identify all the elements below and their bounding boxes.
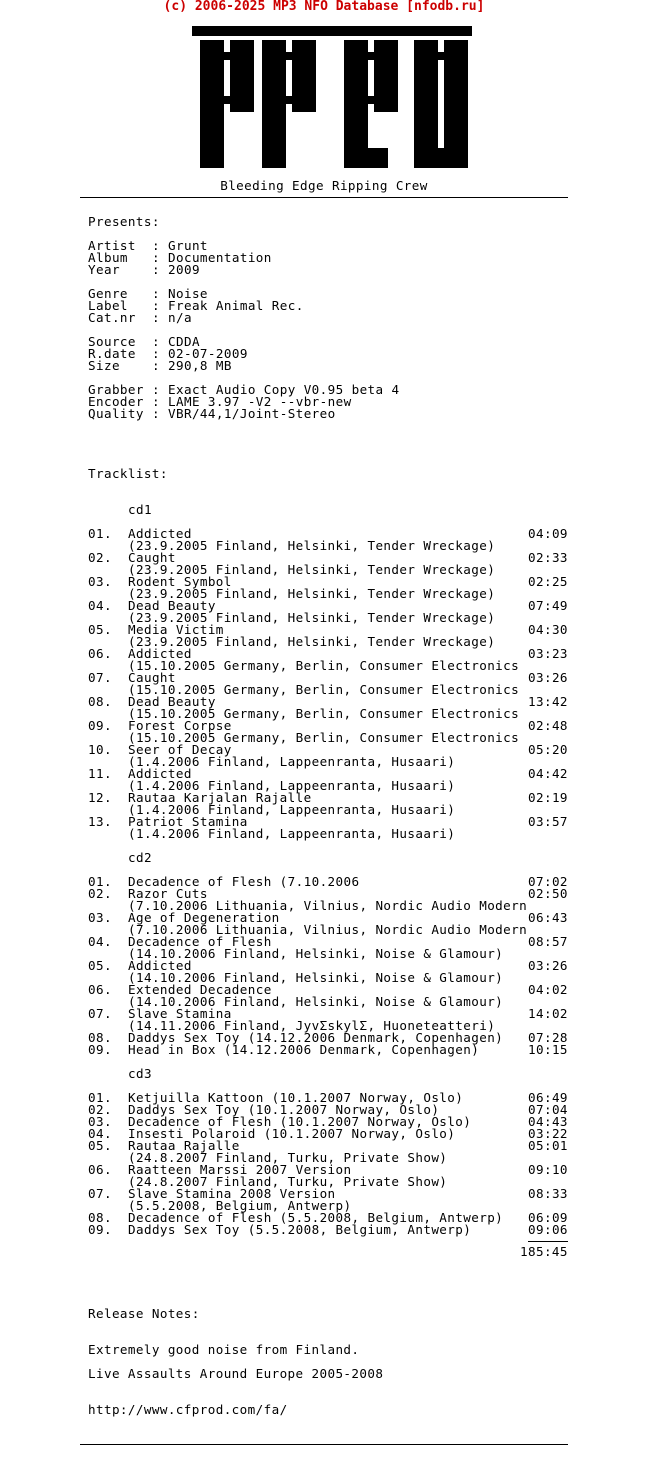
track-details: (15.10.2005 Germany, Berlin, Consumer Electronics [128,706,520,721]
info-value: LAME 3.97 -V2 --vbr-new [168,394,352,409]
track-title: Addicted [128,766,192,781]
track-title: Head in Box (14.12.2006 Denmark, Copenhagen) [128,1042,480,1057]
total-divider [528,1241,568,1242]
track-number: 01. [88,874,112,889]
track-title: Decadence of Flesh [128,934,272,949]
info-value: VBR/44,1/Joint-Stereo [168,406,336,421]
track-number: 01. [88,526,112,541]
info-value: Exact Audio Copy V0.95 beta 4 [168,382,400,397]
info-key: Size [88,358,120,373]
track-number: 09. [88,718,112,733]
info-key: Encoder [88,394,144,409]
track-number: 13. [88,814,112,829]
release-note-2: Live Assaults Around Europe 2005-2008 [88,1366,384,1381]
track-time: 03:26 [528,958,568,973]
track-details: (15.10.2005 Germany, Berlin, Consumer Electronics [128,682,520,697]
track-details: (14.10.2006 Finland, Helsinki, Noise & Glamour) [128,994,504,1009]
track-number: 06. [88,646,112,661]
track-time: 07:02 [528,874,568,889]
track-number: 03. [88,574,112,589]
info-value: 02-07-2009 [168,346,248,361]
cd3-label: cd3 [128,1066,152,1081]
info-value: n/a [168,310,192,325]
track-number: 07. [88,670,112,685]
track-time: 10:15 [528,1042,568,1057]
track-title: Razor Cuts [128,886,208,901]
track-title: Insesti Polaroid (10.1.2007 Norway, Oslo) [128,1126,456,1141]
info-key: Quality [88,406,144,421]
track-number: 06. [88,1162,112,1177]
track-number: 11. [88,766,112,781]
track-number: 05. [88,622,112,637]
track-title: Caught [128,550,176,565]
track-time: 02:50 [528,886,568,901]
divider [80,197,568,198]
track-time: 06:09 [528,1210,568,1225]
track-title: Slave Stamina 2008 Version [128,1186,336,1201]
track-time: 04:43 [528,1114,568,1129]
track-details: (1.4.2006 Finland, Lappeenranta, Husaari) [128,826,456,841]
track-title: Decadence of Flesh (10.1.2007 Norway, Oslo) [128,1114,472,1129]
track-number: 07. [88,1006,112,1021]
track-time: 02:48 [528,718,568,733]
cd1-label: cd1 [128,502,152,517]
info-separator: : [152,298,160,313]
info-value: Freak Animal Rec. [168,298,304,313]
track-time: 04:42 [528,766,568,781]
track-title: Rautaa Karjalan Rajalle [128,790,312,805]
track-details: (7.10.2006 Lithuania, Vilnius, Nordic Audio Modern [128,898,528,913]
track-time: 07:49 [528,598,568,613]
track-details: (1.4.2006 Finland, Lappeenranta, Husaari) [128,778,456,793]
info-separator: : [152,262,160,277]
track-details: (23.9.2005 Finland, Helsinki, Tender Wreckage) [128,586,496,601]
track-number: 02. [88,1102,112,1117]
track-number: 08. [88,694,112,709]
track-number: 03. [88,910,112,925]
info-separator: : [152,334,160,349]
track-number: 10. [88,742,112,757]
info-key: Album [88,250,128,265]
info-key: Cat.nr [88,310,136,325]
track-number: 02. [88,886,112,901]
info-separator: : [152,394,160,409]
info-separator: : [152,238,160,253]
track-time: 13:42 [528,694,568,709]
track-details: (15.10.2005 Germany, Berlin, Consumer Electronics [128,658,520,673]
info-separator: : [152,382,160,397]
track-number: 06. [88,982,112,997]
track-time: 06:49 [528,1090,568,1105]
presents-label: Presents: [88,214,160,229]
track-number: 07. [88,1186,112,1201]
track-title: Patriot Stamina [128,814,248,829]
track-title: Dead Beauty [128,598,216,613]
track-details: (24.8.2007 Finland, Turku, Private Show) [128,1150,448,1165]
info-key: Genre [88,286,128,301]
track-number: 08. [88,1030,112,1045]
info-separator: : [152,250,160,265]
track-number: 05. [88,958,112,973]
total-time: 185:45 [520,1244,568,1259]
track-number: 04. [88,934,112,949]
tracklist-label: Tracklist: [88,466,168,481]
track-time: 02:19 [528,790,568,805]
release-note-1: Extremely good noise from Finland. [88,1342,360,1357]
info-key: Grabber [88,382,144,397]
track-title: Addicted [128,526,192,541]
track-title: Decadence of Flesh (5.5.2008, Belgium, Antwerp) [128,1210,504,1225]
track-title: Daddys Sex Toy (5.5.2008, Belgium, Antwerp) [128,1222,472,1237]
track-number: 05. [88,1138,112,1153]
track-details: (5.5.2008, Belgium, Antwerp) [128,1198,352,1213]
track-title: Dead Beauty [128,694,216,709]
track-details: (15.10.2005 Germany, Berlin, Consumer Electronics [128,730,520,745]
website-link[interactable]: http://www.cfprod.com/fa/ [88,1402,288,1417]
info-separator: : [152,358,160,373]
info-key: Artist [88,238,136,253]
track-details: (7.10.2006 Lithuania, Vilnius, Nordic Audio Modern [128,922,528,937]
track-time: 08:33 [528,1186,568,1201]
track-title: Ketjuilla Kattoon (10.1.2007 Norway, Oslo) [128,1090,464,1105]
track-details: (24.8.2007 Finland, Turku, Private Show) [128,1174,448,1189]
track-number: 04. [88,1126,112,1141]
track-number: 03. [88,1114,112,1129]
track-title: Daddys Sex Toy (14.12.2006 Denmark, Copenhagen) [128,1030,504,1045]
track-details: (14.10.2006 Finland, Helsinki, Noise & Glamour) [128,970,504,985]
track-title: Daddys Sex Toy (10.1.2007 Norway, Oslo) [128,1102,440,1117]
track-details: (23.9.2005 Finland, Helsinki, Tender Wreckage) [128,634,496,649]
divider-bottom [80,1444,568,1445]
track-details: (23.9.2005 Finland, Helsinki, Tender Wreckage) [128,610,496,625]
track-title: Rautaa Rajalle [128,1138,240,1153]
berc-logo [192,22,472,170]
track-details: (1.4.2006 Finland, Lappeenranta, Husaari) [128,802,456,817]
info-separator: : [152,286,160,301]
track-title: Caught [128,670,176,685]
track-title: Raatteen Marssi 2007 Version [128,1162,352,1177]
track-number: 04. [88,598,112,613]
track-title: Decadence of Flesh (7.10.2006 [128,874,360,889]
track-time: 09:10 [528,1162,568,1177]
nfodb-header-link[interactable]: (c) 2006-2025 MP3 NFO Database [nfodb.ru] [163,0,485,14]
info-value: Noise [168,286,208,301]
track-time: 05:01 [528,1138,568,1153]
track-title: Addicted [128,958,192,973]
info-key: Source [88,334,136,349]
info-key: Year [88,262,120,277]
track-time: 03:26 [528,670,568,685]
track-number: 09. [88,1042,112,1057]
track-time: 05:20 [528,742,568,757]
track-title: Forest Corpse [128,718,232,733]
track-time: 04:02 [528,982,568,997]
track-time: 07:28 [528,1030,568,1045]
track-time: 03:57 [528,814,568,829]
track-title: Addicted [128,646,192,661]
info-separator: : [152,406,160,421]
cd2-label: cd2 [128,850,152,865]
track-title: Extended Decadence [128,982,272,997]
info-separator: : [152,310,160,325]
track-title: Rodent Symbol [128,574,232,589]
info-value: Documentation [168,250,272,265]
track-time: 02:25 [528,574,568,589]
track-time: 02:33 [528,550,568,565]
info-separator: : [152,346,160,361]
info-value: 2009 [168,262,200,277]
crew-name: Bleeding Edge Ripping Crew [220,178,428,193]
track-time: 09:06 [528,1222,568,1237]
track-number: 02. [88,550,112,565]
track-title: Age of Degeneration [128,910,280,925]
track-time: 14:02 [528,1006,568,1021]
track-number: 08. [88,1210,112,1225]
track-number: 01. [88,1090,112,1105]
info-value: CDDA [168,334,200,349]
track-time: 03:22 [528,1126,568,1141]
info-value: Grunt [168,238,208,253]
info-value: 290,8 MB [168,358,232,373]
track-title: Slave Stamina [128,1006,232,1021]
track-details: (14.11.2006 Finland, JyvΣskylΣ, Huoneteatteri) [128,1018,496,1033]
track-title: Media Victim [128,622,224,637]
track-time: 08:57 [528,934,568,949]
track-time: 07:04 [528,1102,568,1117]
track-time: 03:23 [528,646,568,661]
track-number: 09. [88,1222,112,1237]
track-details: (14.10.2006 Finland, Helsinki, Noise & Glamour) [128,946,504,961]
track-time: 04:09 [528,526,568,541]
track-details: (23.9.2005 Finland, Helsinki, Tender Wreckage) [128,562,496,577]
track-details: (23.9.2005 Finland, Helsinki, Tender Wreckage) [128,538,496,553]
track-time: 04:30 [528,622,568,637]
track-time: 06:43 [528,910,568,925]
track-details: (1.4.2006 Finland, Lappeenranta, Husaari) [128,754,456,769]
release-notes-label: Release Notes: [88,1306,200,1321]
info-key: Label [88,298,128,313]
track-title: Seer of Decay [128,742,232,757]
info-key: R.date [88,346,136,361]
track-number: 12. [88,790,112,805]
